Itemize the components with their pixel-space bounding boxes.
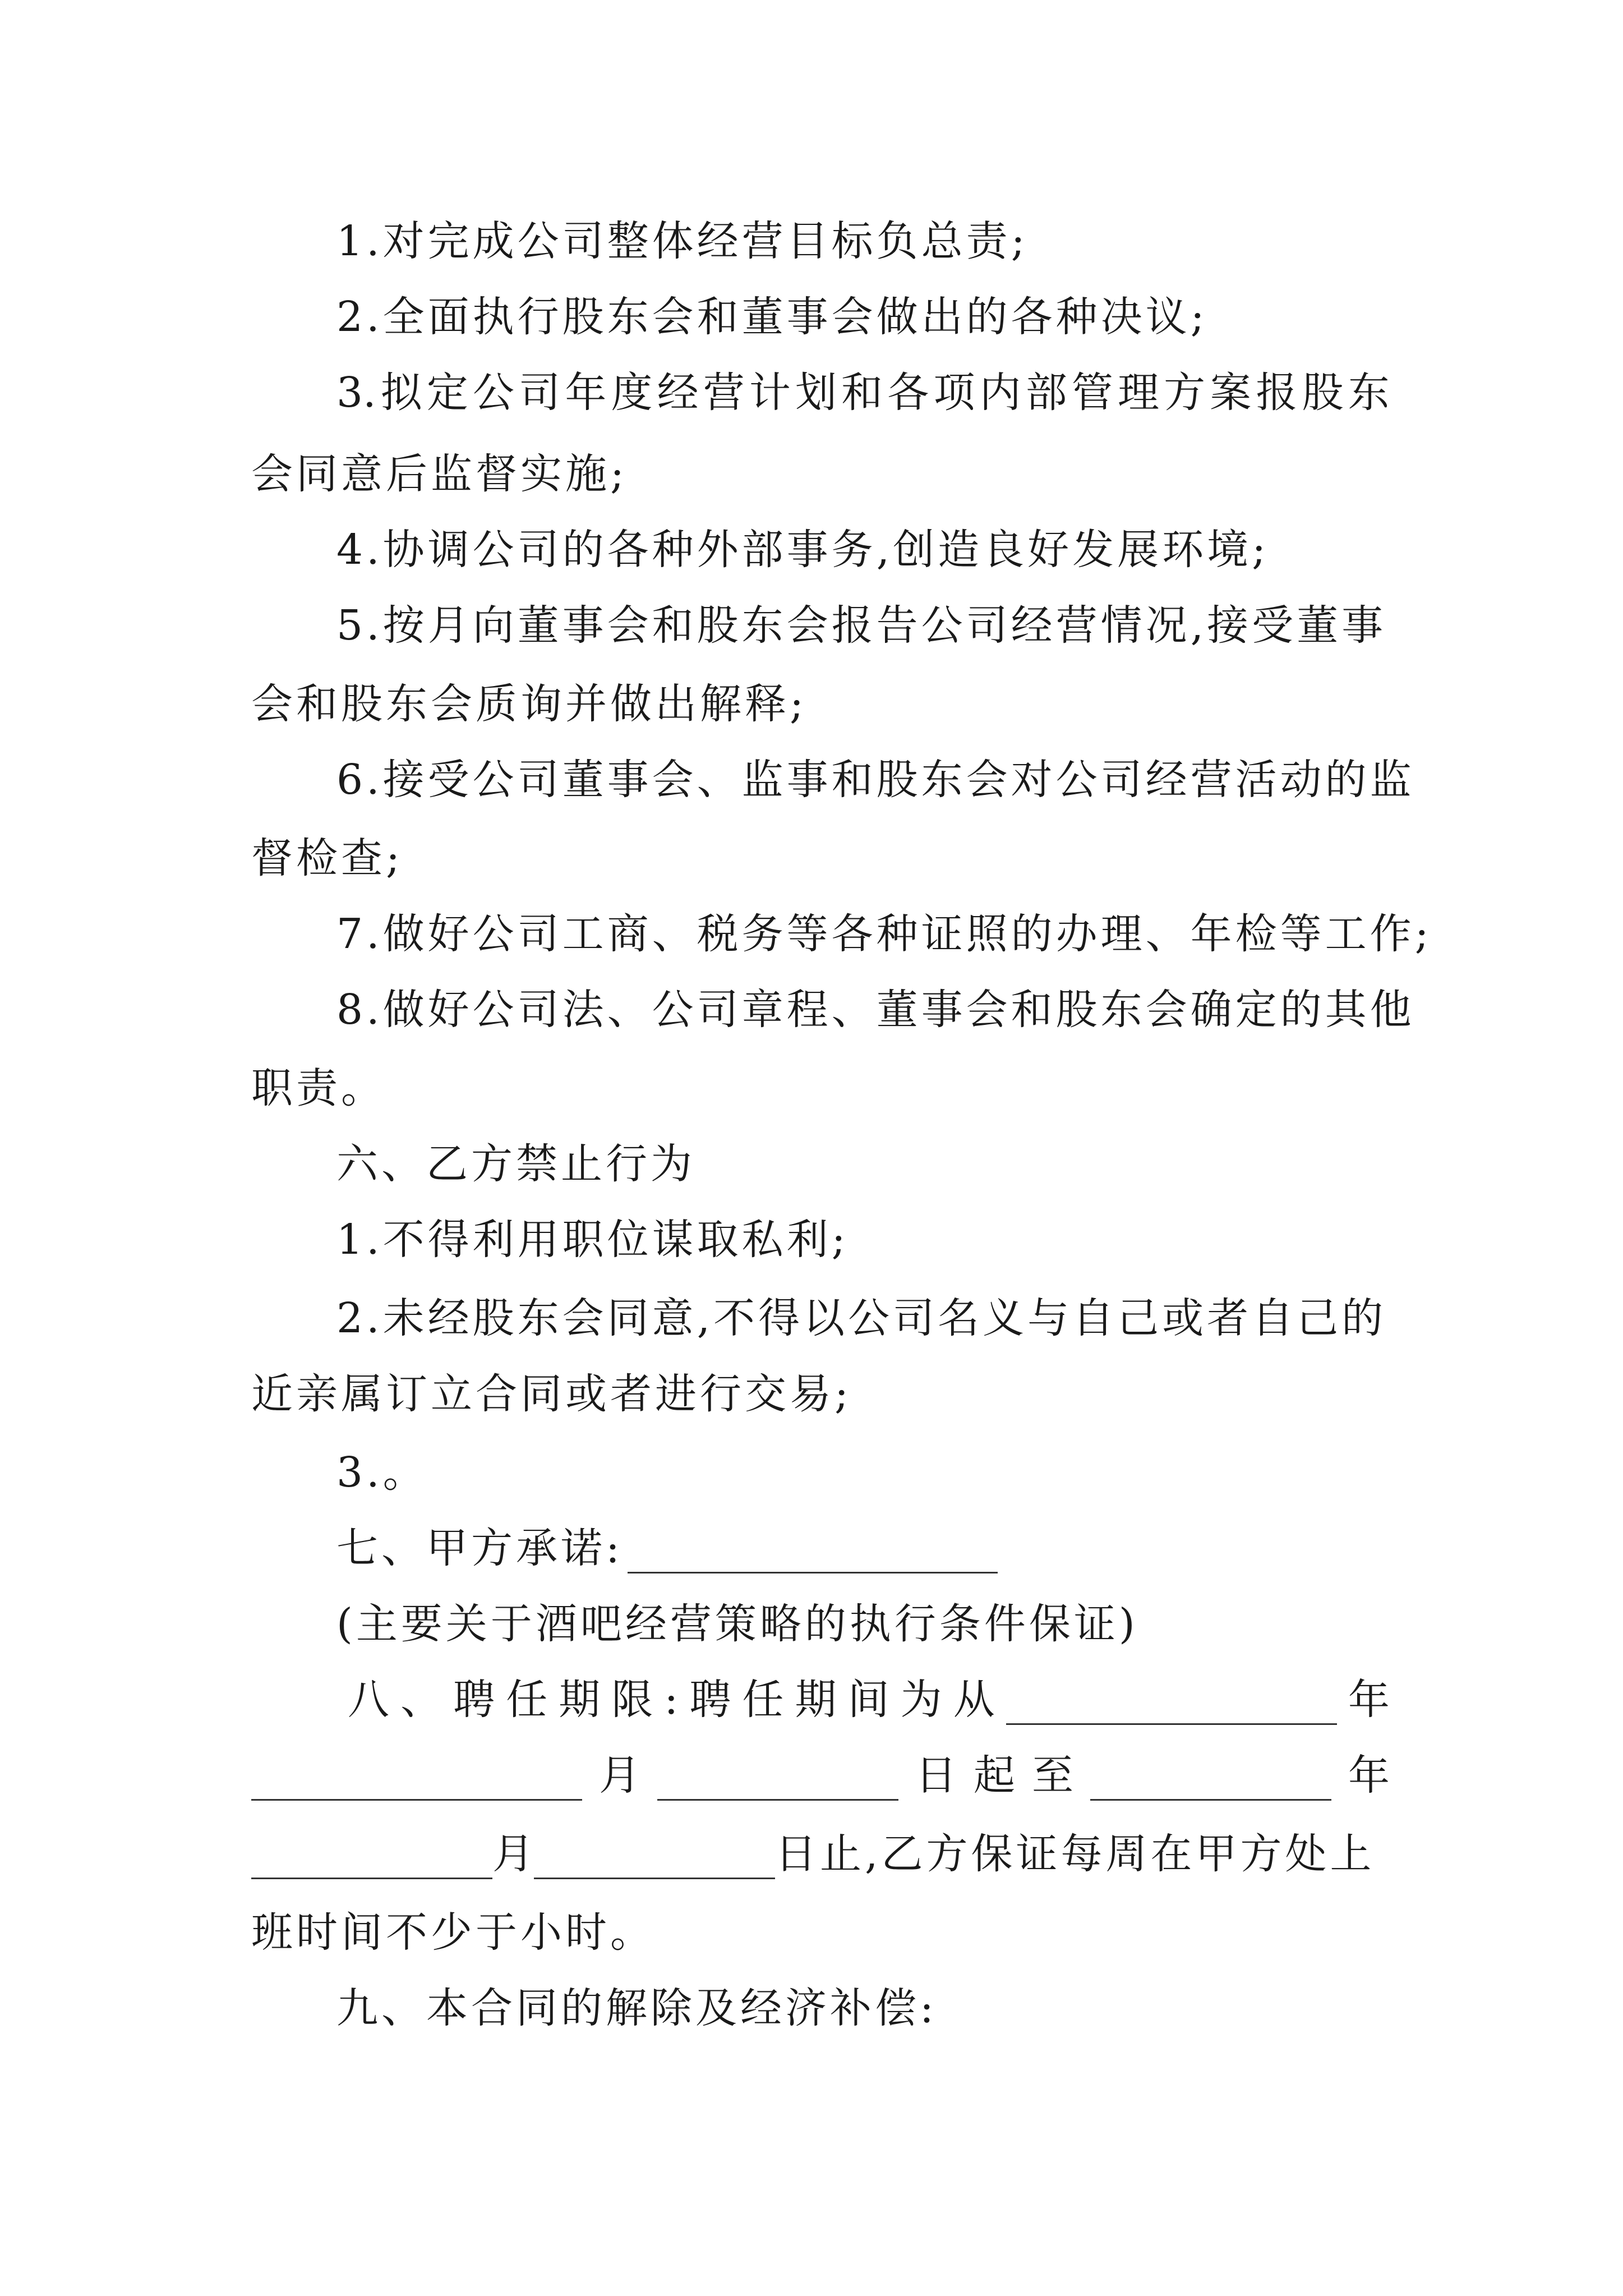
from-to-char: 起	[974, 1751, 1015, 1800]
section-8-line-3	[251, 1829, 1390, 1879]
duty-item-5-line-2: 会和股东会质询并做出解释;	[251, 680, 807, 728]
section-8-line-4: 班时间不少于小时。	[251, 1908, 655, 1957]
term-char: 聘	[689, 1676, 731, 1724]
duty-item-8-line-1: 8.做好公司法、公司章程、董事会和股东会确定的其他	[336, 986, 1415, 1034]
term-char: :	[664, 1676, 679, 1724]
start-month-label: 月	[599, 1751, 640, 1800]
duty-item-3-char: 和	[841, 369, 883, 417]
term-char: 间	[847, 1676, 889, 1724]
duty-item-3-char: 经	[657, 369, 699, 417]
duty-item-2: 2.全面执行股东会和董事会做出的各种决议;	[336, 293, 1208, 341]
duty-item-3-char: 内	[979, 369, 1021, 417]
from-to-char: 日	[915, 1751, 957, 1800]
start-day-blank[interactable]	[657, 1760, 898, 1801]
term-char: 、	[400, 1676, 442, 1724]
end-year-blank[interactable]	[1090, 1760, 1331, 1801]
term-char: 限	[611, 1676, 653, 1724]
start-year-label: 年	[1348, 1676, 1390, 1724]
term-char: 为	[900, 1676, 942, 1724]
duty-item-5-line-1: 5.按月向董事会和股东会报告公司经营情况,接受董事	[336, 601, 1387, 650]
section-7-title-row	[336, 1523, 1390, 1573]
term-char: 期	[795, 1676, 837, 1724]
section-9-title: 九、本合同的解除及经济补偿:	[336, 1984, 937, 2032]
duty-item-3-char: 理	[1118, 369, 1159, 417]
duty-item-4: 4.协调公司的各种外部事务,创造良好发展环境;	[336, 526, 1270, 574]
term-char: 从	[953, 1676, 995, 1724]
duty-item-3-char: 股	[1302, 369, 1344, 417]
term-char: 聘	[453, 1676, 495, 1724]
end-day-blank[interactable]	[534, 1838, 775, 1879]
term-char: 任	[506, 1676, 548, 1724]
section-8-line-2	[251, 1750, 1390, 1801]
section-7-note: (主要关于酒吧经营策略的执行条件保证)	[336, 1600, 1138, 1648]
duty-item-3-char: 各	[887, 369, 929, 417]
term-char: 期	[559, 1676, 601, 1724]
start-month-blank[interactable]	[251, 1760, 582, 1801]
duty-item-3-char: 报	[1256, 369, 1298, 417]
start-year-blank[interactable]	[1006, 1684, 1337, 1725]
duty-item-3-line-1	[336, 367, 1390, 418]
duty-item-3-char: 计	[749, 369, 791, 417]
duty-item-3-char: 部	[1025, 369, 1067, 417]
prohibition-item-3: 3.。	[336, 1448, 428, 1497]
duty-item-3-char: 拟	[380, 369, 422, 417]
duty-item-3-char: 方	[1164, 369, 1206, 417]
duty-item-3-char: 公	[473, 369, 515, 417]
section-8-line-1	[348, 1674, 1390, 1725]
term-char: 任	[742, 1676, 784, 1724]
duty-item-3-char: 定	[426, 369, 468, 417]
duty-item-3-char: 项	[933, 369, 975, 417]
end-month-label: 月	[492, 1830, 534, 1878]
duty-item-6-line-1: 6.接受公司董事会、监事和股东会对公司经营活动的监	[336, 756, 1415, 804]
duty-item-8-line-2: 职责。	[251, 1064, 386, 1112]
section-6-title: 六、乙方禁止行为	[336, 1140, 695, 1188]
duty-item-1: 1.对完成公司整体经营目标负总责;	[336, 217, 1029, 265]
end-year-label: 年	[1348, 1751, 1390, 1800]
duty-item-3-char: 年	[565, 369, 607, 417]
duty-item-3-line-2: 会同意后监督实施;	[251, 450, 628, 498]
promise-blank-field[interactable]	[628, 1533, 998, 1573]
duty-item-3-char: 3.	[336, 369, 376, 417]
duty-item-3-char: 东	[1348, 369, 1390, 417]
prohibition-item-2-line-2: 近亲属订立合同或者进行交易;	[251, 1370, 852, 1418]
prohibition-item-1: 1.不得利用职位谋取私利;	[336, 1216, 849, 1264]
section-7-title: 七、甲方承诺:	[336, 1524, 623, 1572]
term-char: 八	[348, 1676, 389, 1724]
end-day-text: 日止,乙方保证每周在甲方处上	[775, 1830, 1375, 1878]
duty-item-3-char: 管	[1071, 369, 1113, 417]
duty-item-3-char: 司	[519, 369, 561, 417]
duty-item-6-line-2: 督检查;	[251, 834, 403, 882]
duty-item-3-char: 划	[795, 369, 837, 417]
from-to-char: 至	[1032, 1751, 1073, 1800]
duty-item-3-char: 度	[611, 369, 653, 417]
end-month-blank[interactable]	[251, 1838, 492, 1879]
prohibition-item-2-line-1: 2.未经股东会同意,不得以公司名义与自己或者自己的	[336, 1294, 1387, 1342]
duty-item-3-char: 营	[703, 369, 745, 417]
duty-item-3-char: 案	[1210, 369, 1252, 417]
duty-item-7: 7.做好公司工商、税务等各种证照的办理、年检等工作;	[336, 910, 1432, 958]
